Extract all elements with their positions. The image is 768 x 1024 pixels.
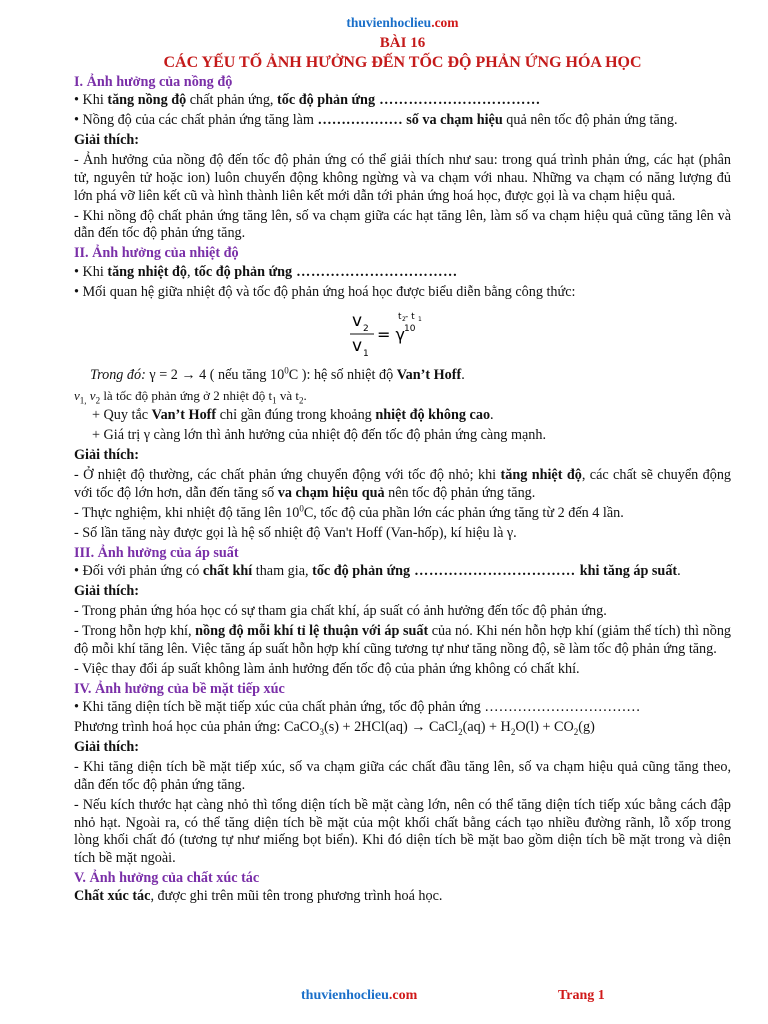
formula-svg bbox=[348, 307, 458, 357]
s2-explain-label: Giải thích: bbox=[74, 447, 140, 464]
footer-page-number: Trang 1 bbox=[558, 988, 605, 1003]
s5-line-1: Chất xúc tác, được ghi trên mũi tên trong phương trình hoá học. bbox=[74, 888, 443, 905]
header-site[interactable] bbox=[74, 14, 731, 32]
s1-line-2: • Nồng độ của các chất phản ứng tăng làm ……………… số va chạm hiệu quả nên tốc độ phản ứng tăng. bbox=[74, 112, 678, 129]
footer-site-name: thuvienhoclieu bbox=[301, 988, 389, 1003]
formula-exp-minus-t1: - t bbox=[404, 312, 415, 323]
s4-equation: Phương trình hoá học của phản ứng: CaCO$_3$(s) + 2HCl(aq) → CaCl$_2$(aq) + $H_2O(l) + CO_2(g)$ bbox=[74, 719, 595, 738]
s3-paragraph-1: - Trong phản ứng hóa học có sự tham gia chất khí, áp suất có ảnh hưởng đến tốc độ phản ứng. bbox=[74, 603, 607, 620]
s4-paragraph-1: - Khi tăng diện tích bề mặt tiếp xúc, số va chạm giữa các chất đầu tăng lên, số va chạm hiệu quả cũng tăng theo, dẫn đến tốc độ phản ứng tăng. bbox=[74, 759, 731, 793]
s3-explain-label: Giải thích: bbox=[74, 583, 140, 600]
formula-exp-10: 10 bbox=[403, 324, 415, 335]
s1-paragraph-2: - Khi nồng độ chất phản ứng tăng lên, số va chạm giữa các hạt tăng lên, làm số va chạm hiệu quả cũng tăng lên và dẫn đến tốc độ phản ứng tăng. bbox=[74, 207, 731, 242]
formula-exp-t2-sub: 2 bbox=[401, 316, 406, 324]
footer-site-domain: .com bbox=[388, 988, 418, 1003]
s2-rule-1: + Quy tắc Van’t Hoff chỉ gần đúng trong khoảng nhiệt độ không cao. bbox=[92, 407, 494, 424]
formula-gamma: = γ bbox=[376, 325, 405, 345]
formula-v1: v bbox=[351, 336, 362, 357]
header-site-name: thuvienhoclieu bbox=[346, 15, 432, 30]
s1-paragraph-1: - Ảnh hưởng của nồng độ đến tốc độ phản ứng có thể giải thích như sau: trong quá trình phản ứng, các hạt (phân tử, nguyên tử hoặc ion) luôn chuyển động không ngừng và va chạm với nhau. Những va chạm có năng lượng đủ lớn phá vỡ liên kết cũ và hình thành liên kết mới dẫn tới phản ứng hoá học, được gọi là va chạm hiệu quả. bbox=[74, 152, 731, 204]
s2-rule-2: + Giá trị γ càng lớn thì ảnh hưởng của nhiệt độ đến tốc độ phản ứng càng mạnh. bbox=[92, 427, 547, 444]
header-site-domain: .com bbox=[431, 15, 459, 30]
formula-v2-sub: 2 bbox=[362, 324, 369, 335]
page-footer bbox=[0, 987, 768, 1007]
s4-line-1: • Khi tăng diện tích bề mặt tiếp xúc của chất phản ứng, tốc độ phản ứng …………………………… bbox=[74, 699, 641, 716]
s2-line-1: • Khi tăng nhiệt độ, tốc độ phản ứng …………………………… bbox=[74, 263, 458, 280]
s2-line-2: • Mối quan hệ giữa nhiệt độ và tốc độ phản ứng hoá học được biểu diễn bằng công thức: bbox=[74, 283, 576, 300]
s2-v-definition: $v_{1,}$ $v_2$ là tốc độ phản ứng ở 2 nhiệt độ $t_1$ và $t_2$. bbox=[74, 388, 307, 406]
formula-v1-sub: 1 bbox=[362, 349, 369, 358]
formula-v2: v bbox=[351, 311, 362, 332]
section-1-heading: I. Ảnh hưởng của nồng độ bbox=[74, 73, 233, 90]
section-4-heading: IV. Ảnh hưởng của bề mặt tiếp xúc bbox=[74, 680, 285, 697]
s1-explain-label: Giải thích: bbox=[74, 132, 140, 149]
lesson-number: BÀI 16 bbox=[379, 34, 426, 51]
s4-paragraph-2: - Nếu kích thước hạt càng nhỏ thì tổng diện tích bề mặt càng lớn, nên có thể tăng diện tích tiếp xúc bằng cách đập nhỏ hạt. Ngoài ra, có thể tăng diện tích bề mặt của một khối chất bằng cách tạo nhiều đường rãnh, lỗ xốp trong lòng khối chất đó (tương tự như miếng bọt biển). Khi đó diện tích bề mặt bao gồm diện tích bề mặt trong và diện tích bề mặt ngoài. bbox=[74, 796, 731, 866]
s2-trong-do: Trong đó: γ = 2 → 4 ( nếu tăng $10^0C$ ): hệ số nhiệt độ Van’t Hoff. bbox=[90, 365, 465, 384]
s1-line-1: • Khi tăng nồng độ chất phản ứng, tốc độ phản ứng …………………………… bbox=[74, 92, 541, 109]
vant-hoff-formula bbox=[74, 307, 731, 357]
formula-exp-t2: t bbox=[397, 312, 402, 323]
section-2-heading: II. Ảnh hưởng của nhiệt độ bbox=[74, 245, 239, 262]
page-title: CÁC YẾU TỐ ẢNH HƯỞNG ĐẾN TỐC ĐỘ PHẢN ỨNG HÓA HỌC bbox=[163, 54, 642, 72]
formula-exp-t1-sub: 1 bbox=[417, 316, 422, 324]
s3-paragraph-3: - Việc thay đổi áp suất không làm ảnh hưởng đến tốc độ của phản ứng không có chất khí. bbox=[74, 660, 580, 677]
s4-explain-label: Giải thích: bbox=[74, 739, 140, 756]
s2-paragraph-1: - Ở nhiệt độ thường, các chất phản ứng chuyển động với tốc độ nhỏ; khi tăng nhiệt độ, các chất sẽ chuyển động với tốc độ lớn hơn, dẫn đến tăng số va chạm hiệu quả nên tốc độ phản ứng tăng. bbox=[74, 467, 732, 501]
s2-paragraph-2: - Thực nghiệm, khi nhiệt độ tăng lên $10^0C$, tốc độ của phần lớn các phản ứng tăng từ 2 đến 4 lần. bbox=[74, 503, 624, 521]
document-page bbox=[74, 14, 731, 908]
s3-line-1: • Đối với phản ứng có chất khí tham gia, tốc độ phản ứng …………………………… khi tăng áp suất. bbox=[74, 563, 681, 580]
s2-paragraph-3: - Số lần tăng này được gọi là hệ số nhiệt độ Van't Hoff (Van-hốp), kí hiệu là γ. bbox=[74, 524, 517, 541]
footer-site-link[interactable] bbox=[301, 987, 417, 1005]
s3-paragraph-2: - Trong hỗn hợp khí, nồng độ mỗi khí tỉ lệ thuận với áp suất của nó. Khi nén hỗn hợp khí (giảm thể tích) thì nồng độ mỗi khí tăng lên. Việc tăng áp suất hỗn hợp khí cũng tương tự như tăng nồng độ, sẽ làm tốc độ phản ứng tăng. bbox=[74, 623, 732, 657]
section-5-heading: V. Ảnh hưởng của chất xúc tác bbox=[74, 869, 260, 886]
section-3-heading: III. Ảnh hưởng của áp suất bbox=[74, 544, 239, 561]
